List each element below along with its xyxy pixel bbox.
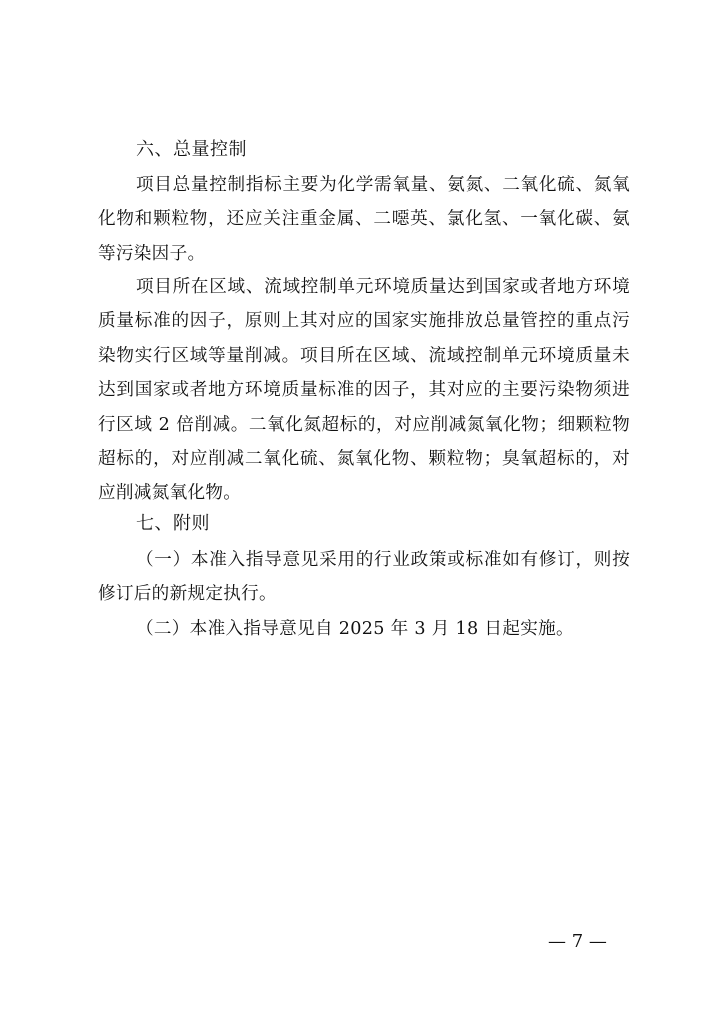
paragraph-revision-clause: （一）本准入指导意见采用的行业政策或标准如有修订，则按修订后的新规定执行。 (98, 550, 630, 605)
paragraph-regional-reduction: 项目所在区域、流域控制单元环境质量达到国家或者地方环境质量标准的因子，原则上其对应的国家实施排放总量管控的重点污染物实行区域等量削减。项目所在区域、流域控制单元环境质量未达到国家或者地方环境质量标准的因子，其对应的主要污染物须进行区域 2 倍削减。二氧化氮超标的，对应削减氮氧化物；细颗粒物超标的，对应削减二氧化硫、氮氧化物、颗粒物；臭氧超标的，对应削减氮氧化物。 (98, 277, 630, 504)
page-number: — 7 — (548, 931, 607, 952)
paragraph-effective-date: （二）本准入指导意见自 2025 年 3 月 18 日起实施。 (136, 619, 574, 639)
section-heading-total-control: 六、总量控制 (136, 139, 247, 160)
section-heading-supplementary-provisions: 七、附则 (136, 513, 210, 534)
paragraph-control-indicators: 项目总量控制指标主要为化学需氧量、氨氮、二氧化硫、氮氧化物和颗粒物，还应关注重金属、二噁英、氯化氢、一氧化碳、氨等污染因子。 (98, 175, 630, 264)
